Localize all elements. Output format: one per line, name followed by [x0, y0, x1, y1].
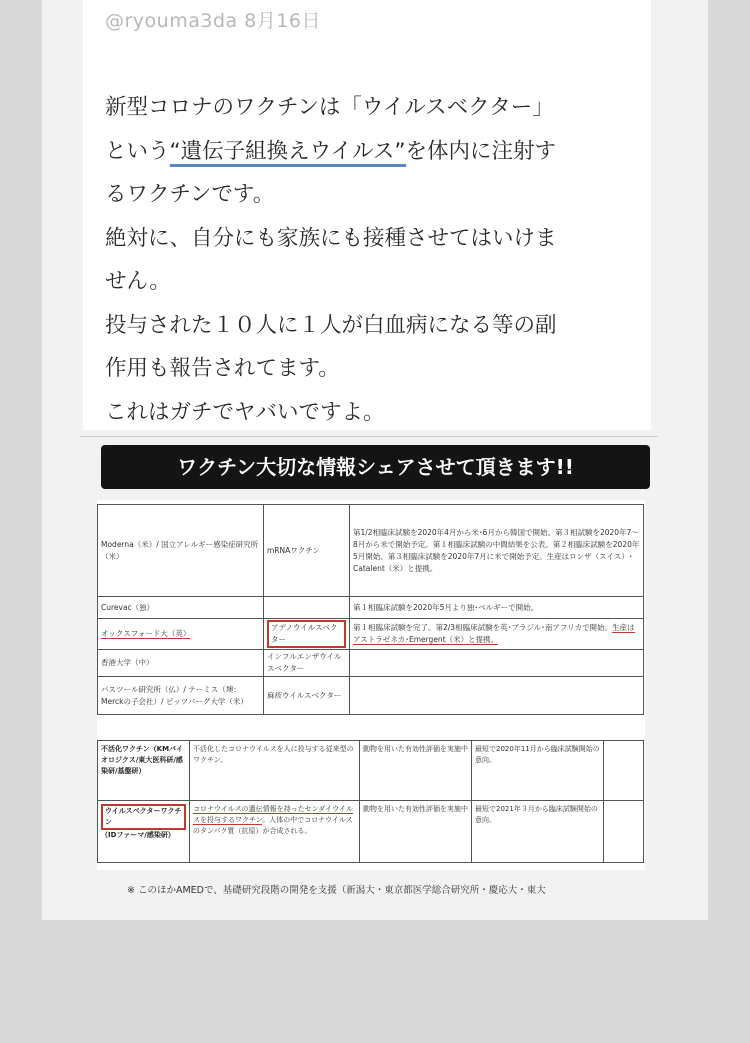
table-cell: 不活化したコロナウイルスを人に投与する従来型のワクチン。	[190, 741, 360, 801]
table-cell: Moderna（米）/ 国立アレルギー感染症研究所（米）	[98, 505, 264, 597]
footnote: ※ このほかAMEDで、基礎研究段階の開発を支援（新潟大・東京都医学総合研究所・慶応大・東大	[127, 885, 546, 896]
table-cell: 動物を用いた有効性評価を実施中	[360, 801, 472, 863]
tweet-line: るワクチンです。	[105, 182, 275, 207]
table-cell: 第1/2相臨床試験を2020年4月から米･6月から韓国で開始。第３相試験を2020年7～8月から米で開始予定。第１相臨床試験の中間結果を公表。第２相臨床試験を2020年5月開始、第３相臨床試験を2020年7月に米で開始予定。生産はロンザ（スイス）･Catalent（米）と提携。	[350, 505, 644, 597]
underlined-org: オックスフォード大（英）	[101, 629, 191, 638]
tweet-line: これはガチでヤバいですよ。	[105, 399, 385, 425]
tweet-line: 絶対に、自分にも家族にも接種させてはいけま	[105, 225, 557, 251]
table-cell: 麻疹ウイルスベクター	[264, 677, 350, 715]
table-cell	[350, 677, 644, 715]
table-row	[98, 677, 644, 715]
share-banner: ワクチン大切な情報シェアさせて頂きます!!	[101, 445, 650, 489]
boxed-vaccine-name: ウイルスベクターワクチン	[101, 804, 186, 830]
table-cell: ウイルスベクターワクチン （IDファーマ/感染研）	[98, 801, 190, 863]
highlighted-phrase: “遺伝子組換えウイルス”	[170, 139, 406, 167]
tweet-line: せん。	[105, 269, 171, 294]
table-cell: 最短で2021年３月から臨床試験開始の意向。	[472, 801, 604, 863]
tweet-text	[105, 86, 635, 434]
table-row	[98, 619, 644, 650]
table-cell	[264, 597, 350, 619]
table-cell: mRNAワクチン	[264, 505, 350, 597]
table-cell: 最短で2020年11月から臨床試験開始の意向。	[472, 741, 604, 801]
tweet-line: 投与された１０人に１人が白血病になる等の副	[105, 312, 557, 338]
table-cell	[604, 741, 644, 801]
table-cell: 香港大学（中）	[98, 650, 264, 677]
table-cell: インフルエンザウイルスベクター	[264, 650, 350, 677]
table-cell: パスツール研究所（仏）/ テーミス（墺：Merckの子会社）/ ピッツバーグ大学（米）	[98, 677, 264, 715]
table-cell: コロナウイルスの遺伝情報を持ったセンダイウイルスを投与するワクチン。人体の中でコロナウイルスのタンパク質（抗原）が合成される。	[190, 801, 360, 863]
table-cell: 動物を用いた有効性評価を実施中	[360, 741, 472, 801]
table-cell: 第１相臨床試験を2020年5月より独･ベルギーで開始。	[350, 597, 644, 619]
table-cell	[264, 619, 350, 650]
tweet-line: という“遺伝子組換えウイルス”を体内に注射す	[105, 130, 635, 174]
table-cell	[350, 650, 644, 677]
tweet-line: 新型コロナのワクチンは「ウイルスベクター」	[105, 95, 554, 120]
table-row	[98, 741, 644, 801]
table-row	[98, 650, 644, 677]
boxed-type: アデノウイルスベクター	[267, 620, 346, 648]
underlined-desc: コロナウイルスの遺伝情報を持ったセンダイウイルスを投与するワクチン	[193, 805, 353, 824]
table-row	[98, 597, 644, 619]
table-cell: 不活化ワクチン（KMバイオロジクス/東大医科研/感染研/基盤研）	[98, 741, 190, 801]
table-cell	[98, 619, 264, 650]
tweet-card	[83, 0, 651, 430]
underlined-status: 生産はアストラゼネカ･Emergent（米）と提携。	[353, 623, 635, 644]
table-row	[98, 505, 644, 597]
tweet-line: 作用も報告されてます。	[105, 356, 340, 381]
table-row	[98, 801, 644, 863]
table-cell: Curevac（独）	[98, 597, 264, 619]
vaccine-table-image	[97, 500, 645, 896]
tweet-handle-date: @ryouma3da 8月16日	[105, 10, 321, 32]
vaccine-dev-table	[97, 504, 644, 715]
divider	[80, 436, 658, 437]
table-cell: 第１相臨床試験を完了。第2/3相臨床試験を英･ブラジル･南アフリカで開始。生産はアストラゼネカ･Emergent（米）と提携。	[350, 619, 644, 650]
table-cell	[604, 801, 644, 863]
vaccine-type-table	[97, 740, 644, 863]
